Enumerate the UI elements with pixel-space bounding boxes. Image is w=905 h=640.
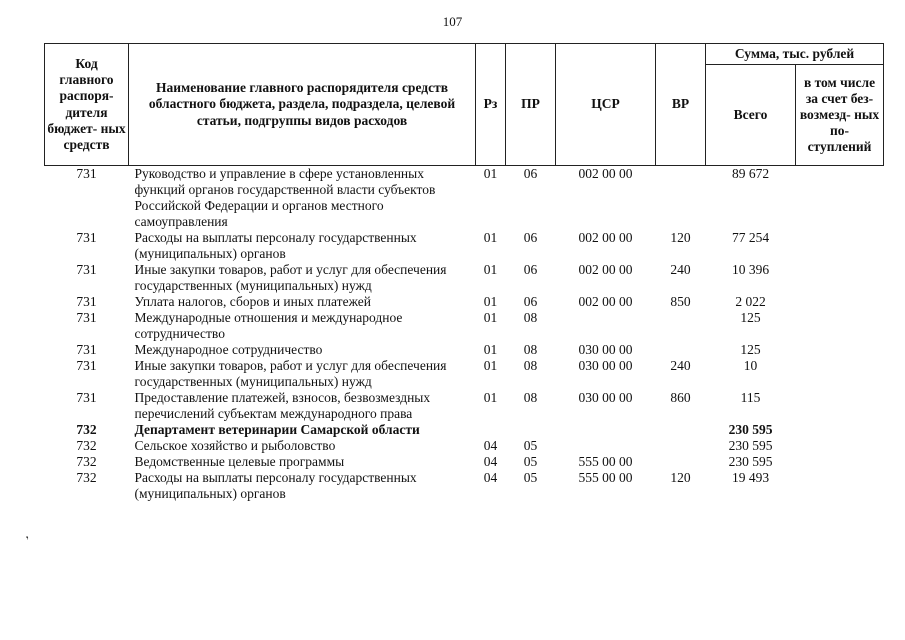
header-vr: ВР (656, 44, 706, 166)
table-row (45, 310, 884, 342)
cell-vr: 240 (670, 358, 691, 373)
cell-csr: 030 00 00 (578, 342, 633, 357)
header-csr: ЦСР (556, 44, 656, 166)
cell-pr: 08 (523, 310, 538, 325)
table-body (45, 166, 884, 503)
cell-name: Расходы на выплаты персоналу государственных (муниципальных) органов (134, 470, 417, 501)
cell-name: Уплата налогов, сборов и иных платежей (134, 294, 371, 309)
cell-incl (796, 230, 884, 262)
cell-csr: 002 00 00 (578, 294, 633, 309)
cell-pr: 08 (523, 358, 538, 373)
cell-code: 732 (76, 454, 97, 469)
cell-vr: 850 (670, 294, 691, 309)
cell-code: 731 (76, 358, 97, 373)
cell-rz: 04 (483, 470, 498, 485)
table-row (45, 390, 884, 422)
cell-pr: 06 (523, 230, 538, 245)
cell-csr: 030 00 00 (578, 358, 633, 373)
cell-name: Иные закупки товаров, работ и услуг для обеспечения государственных (муниципальных) нужд (134, 358, 447, 389)
cell-pr: 05 (523, 454, 538, 469)
cell-incl (796, 422, 884, 438)
cell-vr: 120 (670, 230, 691, 245)
cell-total: 89 672 (731, 166, 770, 181)
header-code: Код главного распоря- дителя бюджет- ных средств (45, 44, 129, 166)
cell-rz: 01 (483, 358, 498, 373)
cell-rz: 01 (483, 230, 498, 245)
header-rz: Рз (476, 44, 506, 166)
cell-rz: 04 (483, 454, 498, 469)
cell-pr (506, 422, 556, 438)
cell-incl (796, 358, 884, 390)
cell-name: Международные отношения и международное сотрудничество (134, 310, 403, 341)
cell-incl (796, 438, 884, 454)
cell-total: 230 595 (728, 438, 773, 453)
scan-mark: , (20, 527, 31, 541)
table-row (45, 262, 884, 294)
table-row (45, 294, 884, 310)
cell-vr: 120 (670, 470, 691, 485)
cell-name: Ведомственные целевые программы (134, 454, 345, 469)
cell-total: 230 595 (728, 422, 773, 437)
cell-total: 2 022 (735, 294, 766, 309)
table-row (45, 358, 884, 390)
cell-total: 77 254 (731, 230, 770, 245)
cell-pr: 06 (523, 262, 538, 277)
cell-name: Иные закупки товаров, работ и услуг для обеспечения государственных (муниципальных) нужд (134, 262, 447, 293)
cell-csr (556, 438, 656, 454)
cell-name: Международное сотрудничество (134, 342, 323, 357)
table-row (45, 230, 884, 262)
header-sum-group: Сумма, тыс. рублей (706, 44, 884, 65)
header-name: Наименование главного распорядителя средств областного бюджета, раздела, подраздела, целевой статьи, подгруппы видов расходов (129, 44, 476, 166)
cell-incl (796, 166, 884, 231)
header-total: Всего (706, 65, 796, 166)
cell-total: 125 (740, 342, 761, 357)
cell-code: 731 (76, 310, 97, 325)
cell-csr: 002 00 00 (578, 230, 633, 245)
cell-incl (796, 310, 884, 342)
cell-incl (796, 390, 884, 422)
table-row (45, 422, 884, 438)
cell-csr (556, 310, 656, 342)
cell-code: 732 (76, 422, 97, 437)
cell-pr: 06 (523, 166, 538, 181)
cell-code: 732 (76, 438, 97, 453)
cell-vr (656, 310, 706, 342)
cell-csr: 555 00 00 (578, 470, 633, 485)
cell-total: 19 493 (731, 470, 770, 485)
cell-total: 115 (740, 390, 761, 405)
cell-total: 230 595 (728, 454, 773, 469)
cell-rz: 01 (483, 310, 498, 325)
cell-pr: 05 (523, 438, 538, 453)
cell-vr (656, 342, 706, 358)
cell-rz: 01 (483, 342, 498, 357)
cell-code: 731 (76, 166, 97, 181)
cell-rz: 01 (483, 294, 498, 309)
cell-vr (656, 166, 706, 231)
cell-incl (796, 470, 884, 502)
cell-vr (656, 438, 706, 454)
cell-csr (556, 422, 656, 438)
cell-csr: 030 00 00 (578, 390, 633, 405)
cell-vr (656, 422, 706, 438)
cell-name: Предоставление платежей, взносов, безвозмездных перечислений субъектам международного права (134, 390, 431, 421)
cell-csr: 002 00 00 (578, 166, 633, 181)
cell-csr: 002 00 00 (578, 262, 633, 277)
cell-total: 125 (740, 310, 761, 325)
cell-name: Сельское хозяйство и рыболовство (134, 438, 336, 453)
cell-pr: 08 (523, 390, 538, 405)
cell-vr: 240 (670, 262, 691, 277)
cell-rz: 01 (483, 390, 498, 405)
table-row (45, 470, 884, 502)
cell-code: 731 (76, 342, 97, 357)
cell-rz: 01 (483, 262, 498, 277)
cell-rz: 01 (483, 166, 498, 181)
header-incl: в том числе за счет без- возмезд- ных по- ступлений (796, 65, 884, 166)
cell-csr: 555 00 00 (578, 454, 633, 469)
cell-total: 10 (743, 358, 758, 373)
cell-incl (796, 454, 884, 470)
cell-name: Руководство и управление в сфере установленных функций органов государственной власти субъектов Российской Федерации и органов местного самоуправления (134, 166, 436, 229)
cell-pr: 08 (523, 342, 538, 357)
cell-code: 731 (76, 230, 97, 245)
cell-incl (796, 342, 884, 358)
cell-rz (476, 422, 506, 438)
table-row (45, 342, 884, 358)
cell-total: 10 396 (731, 262, 770, 277)
cell-name: Департамент ветеринарии Самарской области (134, 422, 420, 437)
cell-pr: 05 (523, 470, 538, 485)
page-number: 107 (442, 14, 463, 29)
cell-incl (796, 294, 884, 310)
header-pr: ПР (506, 44, 556, 166)
table-row (45, 166, 884, 231)
cell-vr: 860 (670, 390, 691, 405)
table-row (45, 438, 884, 454)
cell-code: 731 (76, 390, 97, 405)
cell-name: Расходы на выплаты персоналу государственных (муниципальных) органов (134, 230, 417, 261)
cell-vr (656, 454, 706, 470)
cell-code: 731 (76, 262, 97, 277)
cell-code: 731 (76, 294, 97, 309)
budget-table (44, 43, 884, 502)
cell-code: 732 (76, 470, 97, 485)
cell-pr: 06 (523, 294, 538, 309)
cell-rz: 04 (483, 438, 498, 453)
table-row (45, 454, 884, 470)
cell-incl (796, 262, 884, 294)
